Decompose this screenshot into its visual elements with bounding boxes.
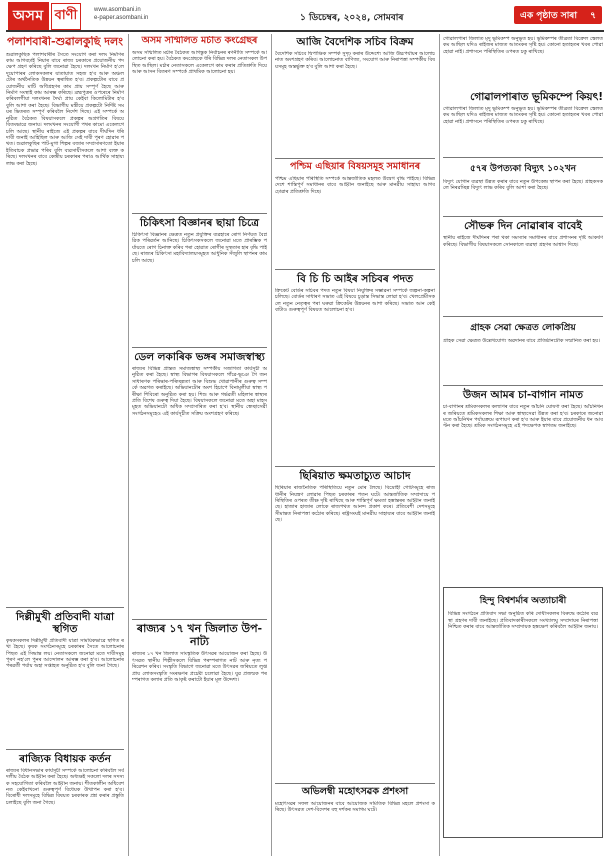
headline[interactable]: উজন আমৰ চা-বাগান নামত <box>463 389 583 402</box>
divider <box>275 783 435 784</box>
headline[interactable]: পলাশবাৰী-শুৱালকুছি দলং <box>7 36 123 48</box>
headline[interactable]: গোৱালপাৰাত ভূমিকম্পে কিয়ৎ! <box>470 91 603 103</box>
article-body: কৃষকসকলৰ দিল্লীমুখী প্ৰতিবাদী যাত্ৰা সাময়িকভাৱে স্থগিত ৰখা হৈছে। কৃষক সংগঠনসমূহে চৰকাৰৰ সৈতে আলোচনাৰ পিছত এই সিদ্ধান্ত লয়। নেতাসকলে জনোৱা মতে দাবীসমূহ পূৰণ নহ'লে পুনৰ আন্দোলন আৰম্ভ কৰা হ'ব। আলোচনাৰ পৰৱৰ্তী পৰ্যায় অহা সপ্তাহত অনুষ্ঠিত হ'ব বুলি জনা গৈছে। <box>6 637 124 670</box>
article-body: শুৱালকুছিক পলাশবাৰীৰ সৈতে সংযোগ কৰা দলং নিৰ্মাণৰ কাম আগবঢ়াই নিয়াৰ বাবে ৰাজ্য চৰকাৰে প্ৰয়োজনীয় পদক্ষেপ গ্ৰহণ কৰিছে বুলি জনোৱা হৈছে। দলংখন নিৰ্মাণ হ'লে দুয়োপাৰৰ লোকসকলৰ যাতায়াত সহজ হ'ব আৰু অঞ্চলটোৰ অৰ্থনৈতিক উন্নয়ন ত্বৰান্বিত হ'ব। প্ৰকল্পটোৰ বাবে প্ৰয়োজনীয় মাটি অধিগ্ৰহণৰ কাম প্ৰায় সম্পূৰ্ণ হৈছে আৰু নিৰ্মাণ সংস্থাই কাম আৰম্ভ কৰিছে। ব্ৰহ্মপুত্ৰৰ ওপৰেৰে নিৰ্মাণ কৰিবলগীয়া দলংখনৰ দৈৰ্ঘ্য প্ৰায় কেইবা কিলোমিটাৰ হ'ব বুলি আশা কৰা হৈছে। বিভাগীয় মন্ত্ৰীয়ে প্ৰকল্পটো নিৰ্দিষ্ট সময়ৰ ভিতৰত সম্পূৰ্ণ কৰিবলৈ নিৰ্দেশ দিছে। এই সম্পৰ্কে অনুষ্ঠিত বৈঠকত বিষয়াসকলে প্ৰকল্পৰ অগ্ৰগতিৰ বিষয়ে বিতংভাৱে জনায়। দলংখনৰ সংযোগী পথৰ কামো একেলগে চলি আছে। স্থানীয় ৰাইজে এই প্ৰকল্পৰ বাবে দীৰ্ঘদিন ধৰি দাবী জনাই আহিছিল আৰু আজি সেই দাবী পূৰণ হোৱাৰ পথত। শুৱালকুছিৰ পাট-মুগা শিল্পৰ বজাৰ সম্প্ৰসাৰণতো ইয়াৰ ইতিবাচক প্ৰভাৱ পৰিব বুলি ব্যৱসায়ীসকলে আশা ব্যক্ত কৰিছে। দলংখনৰ বাবে কেন্দ্ৰীয় চৰকাৰৰ পৰাও আৰ্থিক সাহায্য লাভ কৰা হৈছে। <box>6 51 124 167</box>
column-4 <box>443 36 603 856</box>
divider <box>275 269 435 270</box>
article-body: ছিৰিয়াৰ ৰাজনৈতিক পৰিস্থিতিয়ে নতুন মোৰ লৈছে। বিদ্ৰোহী গোটসমূহে ৰাজধানীৰ নিয়ন্ত্ৰণ লোৱাৰ পিছত চৰকাৰৰ পতন ঘটে। আন্তৰ্জাতিক সম্প্ৰদায়ে পৰিস্থিতিৰ ওপৰত তীক্ষ্ণ দৃষ্টি ৰাখিছে আৰু শান্তিপূৰ্ণ ক্ষমতা হস্তান্তৰৰ আহ্বান জনাইছে। হাজাৰ হাজাৰ লোকে ৰাজপথত আনন্দ প্ৰকাশ কৰে। প্ৰতিবেশী দেশসমূহে সীমান্তত নিৰাপত্তা কঠোৰ কৰিছে। ৰাষ্ট্ৰসংঘই মানৱীয় সাহায্যৰ বাবে আহ্বান জনাইছে। <box>275 485 435 524</box>
column-3 <box>275 36 435 856</box>
divider <box>6 749 124 750</box>
headline[interactable]: দিল্লীমুখী প্ৰতিবাদী যাত্ৰা স্থগিত <box>15 610 114 635</box>
headline[interactable]: ছিৰিয়াত ক্ষমতাচ্যুত আচাদ <box>299 470 411 483</box>
divider <box>443 216 603 217</box>
article-body: ৰাজ্যৰ ১৭ খন জিলাত সাংস্কৃতিক উৎসৱৰ আয়োজন কৰা হৈছে। উৎসৱত স্থানীয় শিল্পীসকলে বিভিন্ন পৰম্পৰাগত নাট আৰু নৃত্য পৰিৱেশন কৰিব। সংস্কৃতি বিভাগে জনোৱা মতে উৎসৱৰ জৰিয়তে লুপ্তপ্ৰায় লোকসংস্কৃতি সংৰক্ষণৰ প্ৰচেষ্টা চলোৱা হৈছে। যুৱ প্ৰজন্মক পৰম্পৰাগত কলাৰ প্ৰতি আকৃষ্ট কৰাটো ইয়াৰ মূল উদ্দেশ্য। <box>132 651 267 683</box>
section-label: এক পৃষ্ঠাত সাৰা <box>520 10 577 21</box>
divider <box>275 466 435 467</box>
page-number: ৭ <box>590 10 596 21</box>
article-body: ক্ৰিকেট বোৰ্ডৰ সচিবৰ পদত নতুন বিষয়া নিযুক্তিৰ সম্ভাৱনা সম্পৰ্কে জল্পনা-কল্পনা চলিছে। বোৰ্ডৰ সাধাৰণ সভাত এই বিষয়ে চূড়ান্ত সিদ্ধান্ত লোৱা হ'ব। খেলপ্ৰেমীসকলে নতুন নেতৃত্বৰ পৰা ঘৰুৱা ক্ৰিকেটৰ উন্নয়নৰ আশা কৰিছে। সভাত আন কেইবাটাও গুৰুত্বপূৰ্ণ বিষয়ত আলোচনা হ'ব। <box>275 288 435 314</box>
headline[interactable]: বি চি চি আইৰ সচিবৰ পদত <box>297 272 413 285</box>
headline[interactable]: সৌভৰু দিন নোৱাৰাৰ বাবেই <box>464 220 582 233</box>
headline[interactable]: পশ্চিম এছিয়াৰ বিষয়সমূহ সমাধানৰ <box>289 161 421 173</box>
article-body: বৈদেশিক সচিবে দ্বিপাক্ষিক সম্পৰ্ক সুদৃঢ় কৰাৰ উদ্দেশ্যে আজি উচ্চপৰ্যায়ৰ আলোচনাত অংশগ্ৰহণ কৰিব। আলোচনাত বাণিজ্য, সংযোগ আৰু নিৰাপত্তা সম্পৰ্কীয় বিষয়সমূহ অন্তৰ্ভুক্ত হ'ব বুলি আশা কৰা হৈছে। <box>275 51 435 70</box>
website-url[interactable]: www.asombani.in <box>94 7 141 13</box>
newspaper-logo <box>8 5 81 27</box>
article-body: স্থানীয় ৰাইজে দীৰ্ঘদিনৰ পৰা থকা সমস্যাৰ সমাধানৰ বাবে প্ৰশাসনৰ দৃষ্টি আকৰ্ষণ কৰিছে। বিভাগীয় বিষয়াসকলে সোনকালে ব্যৱস্থা গ্ৰহণৰ আশ্বাস দিছে। <box>443 235 603 248</box>
column-divider <box>439 34 440 856</box>
logo-main-text: অসম <box>8 2 49 30</box>
headline[interactable]: ৰাজ্যিক বিধায়ক কৰ্তন <box>19 752 111 765</box>
article-body: গোৱালপাৰা জিলাত মৃদু ভূমিকম্প অনুভূত হয়। ভূমিকম্পৰ তীব্ৰতা বিক্ৰেল স্কেলত কম আছিল যদিও ৰাইজৰ মাজত আতংকৰ সৃষ্টি হয়। কোনো হতাহতৰ খবৰ পোৱা হোৱা নাই। প্ৰশাসনে পৰিস্থিতিৰ ওপৰত চকু ৰাখিছে। <box>443 36 603 55</box>
masthead-rule <box>6 30 604 32</box>
headline[interactable]: হিন্দু বিশ্বশৰ্মাৰ অত্যাচাৰী <box>479 596 567 607</box>
article-body: বিদ্যুৎ যোগান ব্যৱস্থা উন্নত কৰাৰ বাবে নতুন উপকেন্দ্ৰ স্থাপন কৰা হৈছে। গ্ৰাহকসকলে নিৰৱচ্ছিন্ন বিদ্যুৎ লাভ কৰিব বুলি আশা কৰা হৈছে। <box>443 179 603 192</box>
headline[interactable]: চিকিৎসা বিজ্ঞানৰ ছায়া চিত্ৰে <box>140 216 259 229</box>
divider <box>443 157 603 158</box>
article-body: চা-বাগানৰ শ্ৰমিকসকলৰ কল্যাণৰ বাবে নতুন আঁচনি ঘোষণা কৰা হৈছে। আঁচনিখনৰ জৰিয়তে শ্ৰমিকসকলৰ শিক্ষা আৰু স্বাস্থ্যসেৱা উন্নত কৰা হ'ব। চৰকাৰে জনোৱা মতে আঁচনিখন পৰ্যায়ক্ৰমে ৰূপায়ণ কৰা হ'ব আৰু ইয়াৰ বাবে প্ৰয়োজনীয় ধন আবণ্টন কৰা হৈছে। শ্ৰমিক সংগঠনসমূহে এই পদক্ষেপক স্বাগতম জনাইছে। <box>443 404 603 430</box>
divider <box>132 619 267 620</box>
headline[interactable]: ডেল লকাৰিক ভঙ্গৰ সমাজস্বাস্থ্য <box>134 350 265 363</box>
headline[interactable]: গ্ৰাহক সেৱা ক্ষেত্ৰত লোকপ্ৰিয় <box>470 323 576 334</box>
boxed-story <box>443 587 603 838</box>
column-1 <box>6 36 124 856</box>
divider <box>132 213 267 214</box>
website-info <box>94 6 148 22</box>
publication-date: ১ ডিচেম্বৰ, ২০২৪, সোমবাৰ <box>300 13 404 23</box>
column-2 <box>132 36 267 856</box>
article-body: বিভিন্ন সংগঠনে প্ৰতিবাদ সভা অনুষ্ঠিত কৰি দোষীসকলৰ বিৰুদ্ধে কঠোৰ ব্যৱস্থা গ্ৰহণৰ দাবী জনাইছে। প্ৰতিবাদকাৰীসকলে সংখ্যালঘু সম্প্ৰদায়ৰ নিৰাপত্তা নিশ্চিত কৰাৰ বাবে আন্তৰ্জাতিক সম্প্ৰদায়ক হস্তক্ষেপ কৰিবলৈ আহ্বান জনায়। <box>448 611 598 630</box>
divider <box>443 385 603 386</box>
headline[interactable]: আজি বৈদেশিক সচিব বিক্ৰম <box>296 36 414 48</box>
article-body: গ্ৰাহক সেৱা ক্ষেত্ৰত উল্লেখযোগ্য অৱদানৰ বাবে প্ৰতিষ্ঠানটোক সন্মানিত কৰা হয়। <box>443 338 600 345</box>
masthead <box>0 0 610 34</box>
column-divider <box>271 34 272 856</box>
article-body: পশ্চিম এছিয়াৰ পৰিস্থিতি সম্পৰ্কে আন্তৰ্জাতিক মহলত উদ্বেগ বৃদ্ধি পাইছে। বিভিন্ন দেশে শান্তিপূৰ্ণ সমাধানৰ বাবে আহ্বান জনাইছে আৰু মানৱীয় সাহায্য আগবঢ়োৱাৰ প্ৰতিশ্ৰুতি দিছে। <box>275 175 435 195</box>
article-body: গোৱালপাৰা জিলাত মৃদু ভূমিকম্প অনুভূত হয়। ভূমিকম্পৰ তীব্ৰতা বিক্ৰেল স্কেলত কম আছিল যদিও ৰাইজৰ মাজত আতংকৰ সৃষ্টি হয়। কোনো হতাহতৰ খবৰ পোৱা হোৱা নাই। প্ৰশাসনে পৰিস্থিতিৰ ওপৰত চকু ৰাখিছে। <box>443 106 603 125</box>
article-body: ৰাজ্যৰ বিধানসভাৰ কাৰ্যসূচী সম্পৰ্কে আলোচনা কৰিবলৈ সৰ্বদলীয় বৈঠক আহ্বান কৰা হৈছে। অধ্যক্ষই সকলো দলৰ সদস্যক সহযোগিতা কৰিবলৈ আহ্বান জনায়। শীতকালীন অধিবেশনত কেইবাখনো গুৰুত্বপূৰ্ণ বিধেয়ক উত্থাপন কৰা হ'ব। বিৰোধী দলসমূহে বিভিন্ন বিষয়ত চৰকাৰক প্ৰশ্ন কৰাৰ প্ৰস্তুতি চলাইছে বুলি জনা গৈছে। <box>6 767 124 806</box>
page-section-tag <box>514 6 602 24</box>
column-divider <box>128 34 129 856</box>
article-body: ৰাজ্যৰ বিভিন্ন প্ৰান্তত সমাজস্বাস্থ্য সম্পৰ্কীয় সজাগতা কাৰ্যসূচী অনুষ্ঠিত কৰা হৈছে। স্বাস্থ্য বিভাগৰ বিষয়াসকলে গাঁৱে-ভূঞে গৈ জনসাধাৰণক পৰিষ্কাৰ-পৰিচ্ছন্নতা আৰু বিশুদ্ধ খোৱাপানীৰ গুৰুত্ব সম্পৰ্কে অৱগত কৰাইছে। অভিযানটোৰ অংশ হিচাপে বিনামূলীয়া স্বাস্থ্য পৰীক্ষা শিবিৰো অনুষ্ঠিত কৰা হয়। শিশু আৰু গৰ্ভৱতী মহিলাৰ স্বাস্থ্যৰ প্ৰতি বিশেষ গুৰুত্ব দিয়া হৈছে। বিষয়াসকলে জনোৱা মতে অহা মাহসমূহত অভিযানটো অধিক সম্প্ৰসাৰিত কৰা হ'ব। স্থানীয় স্বেচ্ছাসেৱী সংগঠনসমূহেও এই কাৰ্যসূচীত সক্ৰিয় অংশগ্ৰহণ কৰিছে। <box>132 366 267 417</box>
headline[interactable]: অভিলম্বী মহোৎসৱক প্ৰশংসা <box>301 786 409 798</box>
divider <box>132 347 267 348</box>
divider <box>275 158 435 159</box>
headline[interactable]: ৰাজ্যৰ ১৭ খন জিলাত উপ-নাট্য <box>136 622 263 648</box>
divider <box>443 316 603 317</box>
headline[interactable]: ৫৭ৰ উপত্যকা বিদ্যুৎ ১০২খন <box>469 164 577 175</box>
headline[interactable]: অসম সম্মিলিত মৰ্চাত কংগ্ৰেছৰ <box>141 36 258 46</box>
article-body: মহোৎসৱৰ সফল আয়োজনৰ বাবে আয়োজক সমিতিক বিভিন্ন মহলে প্ৰশংসা কৰিছে। উৎসৱত দেশ-বিদেশৰ বহু দৰ্শকৰ সমাগম ঘটে। <box>275 801 435 814</box>
divider <box>6 607 124 608</box>
article-body: চিকিৎসা বিজ্ঞানৰ ক্ষেত্ৰত নতুন প্ৰযুক্তিৰ ব্যৱহাৰে ৰোগ নিৰ্ণয়ত বৈপ্লৱিক পৰিৱৰ্তন আনিছে। চিকিৎসকসকলে জনোৱা মতে প্ৰাৰম্ভিক পৰ্যায়তে ৰোগ চিনাক্ত কৰিব পৰা হোৱাত ৰোগীৰ সুস্থতাৰ হাৰ বৃদ্ধি পাইছে। ৰাজ্যৰ চিকিৎসা মহাবিদ্যালয়সমূহত আধুনিক সঁজুলি স্থাপনৰ কাম চলি আছে। <box>132 231 267 264</box>
logo-sub-text: বাণী <box>51 3 82 30</box>
epaper-url[interactable]: e-paper.asombani.in <box>94 15 149 21</box>
article-body: অসম সম্মিলিত মৰ্চাৰ বৈঠকত আগন্তুক নিৰ্বাচনৰ ৰণনীতি সম্পৰ্কে আলোচনা কৰা হয়। বৈঠকত কংগ্ৰেছকে ধৰি বিভিন্ন দলৰ নেতাসকল উপস্থিত আছিল। মৰ্চাৰ নেতাসকলে একেলগে কাম কৰাৰ প্ৰতিশ্ৰুতি দিয়ে আৰু আসন বিতৰণ সম্পৰ্কে প্ৰাথমিক আলোচনা হয়। <box>132 49 267 76</box>
